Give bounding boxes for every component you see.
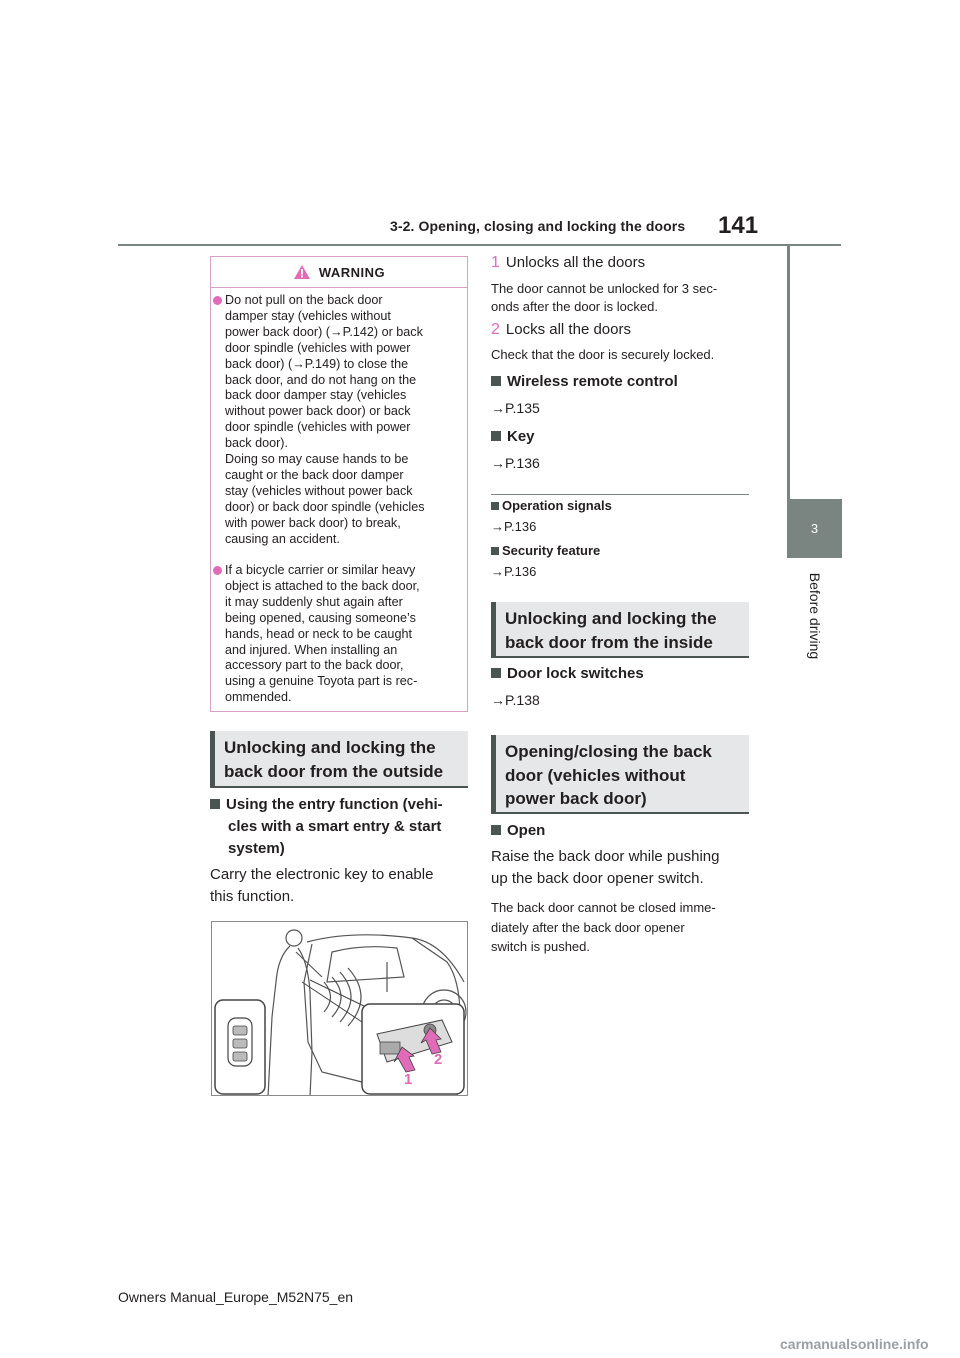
square-bullet-icon	[491, 668, 501, 678]
heading-line: Opening/closing the back	[505, 742, 712, 761]
note-line: switch is pushed.	[491, 939, 590, 954]
chapter-number: 3	[810, 521, 819, 536]
warning-header	[211, 257, 467, 288]
step-2	[491, 321, 631, 339]
warning-item-text: If a bicycle carrier or similar heavy object is attached to the back door, it may suddenly shut again after being opened, causing someone’s hands, head or neck to be caught and injured. When installing an accessory part to the back door, using a genuine Toyota part is rec- ommended.	[225, 563, 420, 705]
figure-label-2: 2	[434, 1051, 443, 1068]
warning-triangle-icon	[293, 264, 311, 280]
heading-line: Using the entry function (vehi-	[226, 796, 443, 813]
bullet-icon	[213, 566, 222, 575]
smart-entry-illustration	[211, 921, 468, 1096]
security-feature-heading	[491, 543, 600, 558]
step-number: 2	[491, 321, 500, 338]
side-tab-line	[787, 246, 790, 500]
open-note	[491, 898, 716, 957]
entry-function-heading	[210, 794, 472, 860]
step-text: Unlocks all the doors	[505, 254, 646, 271]
heading-line: cles with a smart entry & start	[228, 818, 442, 835]
divider	[491, 494, 749, 495]
door-lock-switches-heading	[491, 663, 644, 685]
step-1	[491, 254, 645, 272]
text-line: up the back door opener switch.	[491, 870, 704, 887]
key-heading	[491, 426, 535, 448]
text-line: this function.	[210, 888, 295, 905]
square-bullet-icon	[491, 547, 499, 555]
warning-item-text: Do not pull on the back door damper stay (vehicles without power back door) (→P.142) or back door spindle (vehicles with power back door) (→P.149) to close the back door, and do not hang on the back door damper stay (vehicles without power back door) or back door spindle (vehicles with power back door). Doing so may cause hands to be caught or the back door damper stay (vehicles without power back door) or back door spindle (vehicles with power back door) to break, causing an accident.	[225, 293, 425, 546]
heading-line: power back door)	[505, 789, 647, 808]
warning-item-1	[225, 293, 463, 548]
note-line: diately after the back door opener	[491, 919, 685, 935]
figure-label-1: 1	[404, 1071, 413, 1088]
step-2-note: Check that the door is securely locked.	[491, 347, 715, 362]
text-line: Raise the back door while pushing	[491, 848, 720, 865]
square-bullet-icon	[491, 825, 501, 835]
open-text	[491, 846, 719, 890]
heading-line: back door from the inside	[505, 632, 713, 652]
section-open-close-heading	[491, 735, 749, 814]
square-bullet-icon	[491, 431, 501, 441]
square-bullet-icon	[491, 502, 499, 510]
operation-signals-ref: →P.136	[491, 519, 537, 534]
heading-text: Key	[507, 428, 535, 445]
warning-item-2	[225, 563, 463, 706]
heading-text: Security feature	[502, 543, 601, 558]
heading-line: door (vehicles without	[505, 765, 686, 785]
step-number: 1	[491, 254, 500, 271]
footer-manual-id: Owners Manual_Europe_M52N75_en	[118, 1289, 354, 1305]
step-1-note	[491, 280, 717, 316]
header-rule	[118, 244, 841, 246]
heading-text: Operation signals	[502, 498, 612, 513]
warning-title: WARNING	[318, 264, 386, 280]
door-lock-switches-ref: →P.138	[491, 692, 540, 708]
section-title: 3-2. Opening, closing and locking the doors	[390, 218, 686, 234]
square-bullet-icon	[491, 376, 501, 386]
heading-text: Door lock switches	[507, 665, 644, 682]
bullet-icon	[213, 296, 222, 305]
wireless-remote-heading	[491, 371, 678, 393]
heading-text: Open	[507, 822, 546, 839]
section-inside-heading	[491, 602, 749, 658]
heading-line: back door from the outside	[224, 761, 444, 781]
heading-line: system)	[228, 840, 285, 857]
vehicle-rear-drawing	[212, 922, 468, 1096]
heading-line: Unlocking and locking the	[505, 609, 717, 628]
note-line: onds after the door is locked.	[491, 299, 658, 314]
entry-function-text	[210, 864, 433, 908]
watermark: carmanualsonline.info	[780, 1336, 929, 1352]
heading-text: Wireless remote control	[507, 373, 678, 390]
note-line: The door cannot be unlocked for 3 sec-	[491, 281, 718, 296]
warning-box	[210, 256, 468, 712]
heading-line: Unlocking and locking the	[224, 738, 436, 757]
square-bullet-icon	[210, 799, 220, 809]
chapter-tab	[787, 499, 842, 558]
page-number: 141	[718, 212, 759, 239]
open-heading	[491, 820, 545, 842]
text-line: Carry the electronic key to enable	[210, 866, 434, 883]
chapter-title: Before driving	[807, 572, 823, 660]
wireless-remote-ref: →P.135	[491, 400, 540, 416]
step-text: Locks all the doors	[505, 321, 631, 338]
key-ref: →P.136	[491, 455, 540, 471]
note-line: The back door cannot be closed imme-	[491, 900, 716, 915]
security-feature-ref: →P.136	[491, 564, 537, 579]
section-outside-heading	[210, 731, 468, 788]
operation-signals-heading	[491, 498, 612, 513]
